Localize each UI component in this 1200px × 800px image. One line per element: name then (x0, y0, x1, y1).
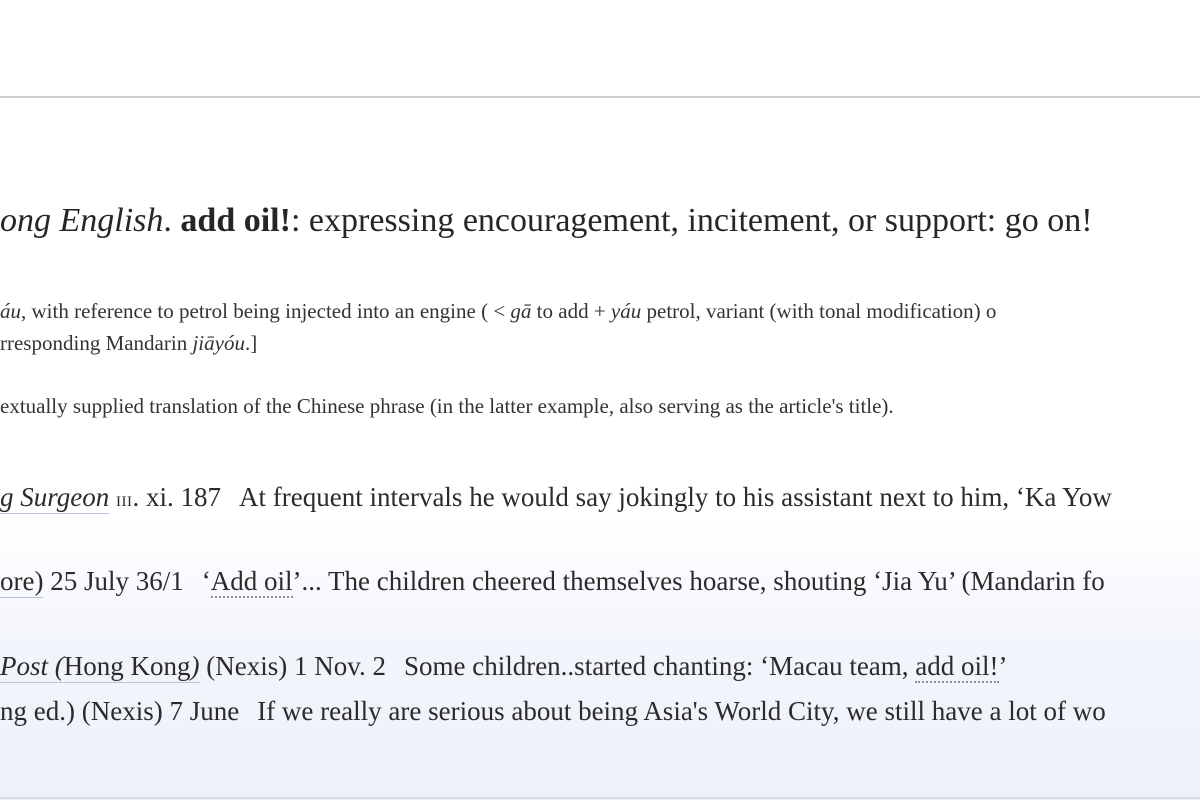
quotation-ref: (Nexis) 1 Nov. 2 (199, 651, 386, 681)
quotation-headword[interactable]: add oil! (915, 651, 999, 681)
usage-note: extually supplied translation of the Chinese phrase (in the latter example, also serving as the article's title). (0, 394, 894, 418)
etymon-ga: gā (510, 299, 532, 323)
sense-definition (0, 202, 1093, 240)
quotation-source: ng ed.) (Nexis) 7 June (0, 696, 240, 726)
quotation-4 (0, 696, 1106, 727)
region-label: ong English (0, 202, 164, 239)
quotation-ref-volume: iii (116, 486, 133, 511)
quotation-3 (0, 651, 1008, 682)
header-divider (0, 96, 1200, 98)
etymology-line-2 (0, 331, 257, 356)
etymology-text: petrol, variant (with tonal modification) o (641, 299, 997, 323)
quotation-text: Some children..started chanting: ‘Macau team, (403, 651, 916, 681)
quotation-ref: 25 July 36/1 (43, 566, 184, 596)
etymology-line-1 (0, 299, 996, 324)
quotation-source-link[interactable] (0, 651, 200, 683)
etymology-text: .] (244, 331, 258, 355)
quotation-text-end: ’ (998, 651, 1008, 681)
etymology-text: rresponding Mandarin (0, 331, 193, 355)
quotation-1 (0, 482, 1112, 513)
region-label-punct: . (163, 202, 181, 239)
etymology-text: to add + (531, 299, 611, 323)
quotation-source-link[interactable]: g Surgeon (0, 482, 110, 512)
definition-text: : expressing encouragement, incitement, or support: go on! (290, 202, 1093, 239)
etymon-fragment: áu (0, 299, 21, 323)
headword: add oil! (180, 202, 291, 239)
quotation-open-quote: ‘ (201, 566, 211, 596)
quotation-source-link[interactable]: ore) (0, 566, 44, 596)
footer-divider (0, 797, 1200, 799)
quotation-2 (0, 566, 1105, 597)
etymon-jiayou: jiāyóu (192, 331, 245, 355)
quotation-headword[interactable]: Add oil (210, 566, 293, 596)
quotation-text: If we really are serious about being Asia's World City, we still have a lot of wo (257, 696, 1106, 726)
etymon-yau: yáu (610, 299, 642, 323)
quotation-ref: . xi. 187 (132, 482, 222, 512)
source-close: ) (190, 651, 200, 681)
quotation-text: At frequent intervals he would say jokingly to his assistant next to him, ‘Ka Yow (239, 482, 1112, 512)
quotation-text: ’... The children cheered themselves hoarse, shouting ‘Jia Yu’ (Mandarin fo (292, 566, 1105, 596)
source-place: Hong Kong (63, 651, 191, 681)
etymology-text: , with reference to petrol being injected into an engine ( < (21, 299, 511, 323)
source-title: Post ( (0, 651, 64, 681)
